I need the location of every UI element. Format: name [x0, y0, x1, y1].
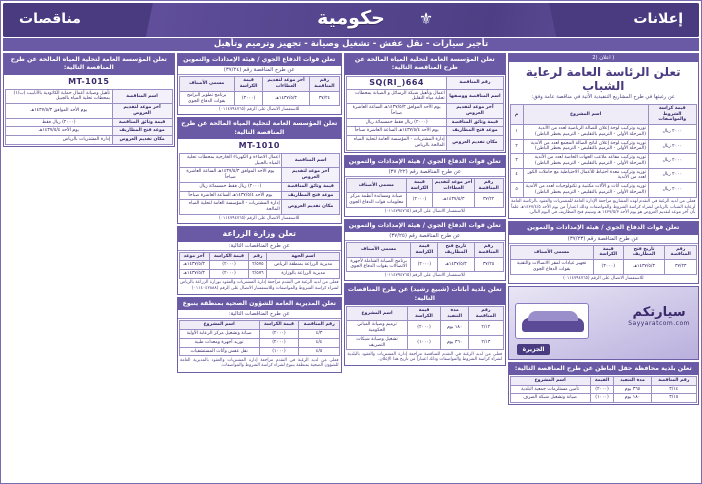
cell-tender-no: ٢/١٢ [469, 321, 503, 335]
th-price: قيمة الكراسة [259, 321, 299, 330]
box-title: تعلن قوات الدفاع الجوي / هيئة الإمدادات والتموين [178, 54, 342, 66]
car-illustration-icon [515, 303, 589, 339]
th-entity: اسم الجهة [267, 252, 340, 261]
column-mid-left [177, 53, 343, 373]
cell-tender-no: ٤/٣ [299, 330, 340, 339]
box-footer: للاستفسار الاتصال على الرقم (٠١١٤٧٩٤٧٦٥) [384, 273, 466, 279]
yanbu-health-table [179, 320, 341, 356]
kv-key: موعد فتح المظاريف [447, 127, 503, 136]
th-tender-no: رقم المناقصة [665, 245, 697, 259]
cell-price: (١٠٠٠) [407, 335, 440, 349]
th-item: مسمى الأصناف [347, 243, 411, 257]
kv-value: اعمال الاضاءة و الكهرباء الخارجية بمحطات تحلية المياه بالجبيل [179, 154, 282, 168]
table-row [347, 89, 504, 103]
th-tender-no: رقم المناقصة [651, 376, 696, 385]
cell-value: (١٠٠٠) [590, 394, 614, 403]
cell-open-date: ١٤٣٧/٥/٣هـ [438, 257, 474, 271]
yanbu-health-box [177, 297, 343, 372]
kv-key: قيمة وثائق المناقصة [112, 118, 172, 127]
cell-project: تشغيل وصيانة شبكات التصريف [347, 335, 408, 349]
cell-entity: مديرية الزراعة بمنطقة الرياض [267, 261, 340, 270]
table-row [179, 91, 340, 105]
box-footer: للاستفسار الاتصال على الرقم (٠١١٤٧٩٤٧٦٥) [563, 275, 644, 281]
national-emblem-icon: ⚜ [418, 9, 434, 28]
table-row [179, 261, 340, 270]
table-row [510, 168, 696, 182]
th-price: قيمة الكراسة [234, 77, 262, 91]
kv-value: (٢٠٠٠) ريال فقط [6, 118, 113, 127]
kv-key: آخر موعد لتقديم العروض [112, 104, 172, 118]
table-row [179, 182, 340, 191]
ad-brand [628, 305, 690, 327]
th-open-date: تاريخ فتح المظاريف [438, 243, 474, 257]
cell-tender-no: ٣٧/٢٢ [474, 193, 503, 207]
table-row [179, 330, 340, 339]
youth-col-price: قيمة كراسة الشروط والمواصفات [648, 105, 696, 125]
table-row [179, 191, 340, 200]
cell-entity: مديرية الزراعة بالوزارة [267, 270, 340, 279]
box-footer: للاستفسار الاتصال على الرقم (٠١١٤٧٩٤٧٦٥) [384, 208, 466, 214]
cell-tender-no: ٣٧/٢٣ [665, 260, 697, 274]
cell-tender-no: ٢/١٣ [469, 335, 503, 349]
kv-value: يوم الأحد ١٤٣٧/٥/٤هـ الساعة العاشرة صباحاً [347, 127, 447, 136]
table-row [510, 260, 696, 274]
ad-publisher-logo: الجزيرة [517, 344, 551, 355]
youth-col-name: اسم المشروع [523, 105, 648, 125]
box-subtitle: عن طرح المناقصة رقم (٣٧/٢٤) [178, 66, 342, 75]
th-no: رقم [249, 252, 267, 261]
cell-price: ٢٠٠٠ ريال [648, 168, 696, 182]
kv-key: رقم المناقصة [447, 76, 503, 89]
th-duration: مدة التنفيذ [441, 306, 469, 320]
table-row [179, 200, 340, 214]
cell-price: ٢٠٠٠ ريال [648, 183, 696, 197]
youth-table [510, 104, 697, 198]
table-row [347, 335, 504, 349]
cell-price: (٢٠٠٠) [209, 270, 249, 279]
th-item: مسمى الأصناف [510, 245, 593, 259]
cell-no: ٤ [510, 168, 523, 182]
table-row [510, 385, 696, 394]
cell-price: (٣٠٠٠) [234, 91, 262, 105]
cell-price: ٢٠٠٠ ريال [648, 139, 696, 153]
table-row [179, 270, 340, 279]
youth-authority-box [508, 53, 699, 219]
table-row [179, 347, 340, 356]
table-row [347, 76, 504, 89]
cell-tender-no: ٣/١٥ [651, 394, 696, 403]
kv-value: تأهيل وصيانة أعمال حماية الكاثودية بالأنابيب (ب/١) بمحطات تحلية المياه بالجبيل [6, 89, 113, 103]
th-tender-no: رقم المناقصة [474, 243, 503, 257]
desalination-box-1 [344, 53, 506, 153]
kv-key: اسم المناقصة ووصفها [447, 89, 503, 103]
cell-price: (٢٠٠٠) [406, 193, 433, 207]
cell-project: تأمين مستلزمات جمعية البلدية [510, 385, 590, 394]
cell-price: (٣٠٠٠) [593, 260, 623, 274]
air-defense-3723-box [508, 221, 699, 283]
ad-brand-main: سيارتكم [632, 304, 686, 320]
desalination-mt1015-table [5, 89, 173, 145]
box-title: تعلن بلدية محافظة حقل الباطن عن طرح المناقصة التالية: [509, 363, 698, 375]
cell-deadline: ١٤٣٧/٥/٣هـ [179, 261, 209, 270]
kv-key: مكان تقديم العروض [112, 136, 172, 145]
table-row [347, 257, 504, 271]
cell-name: توريد وتركيب أثاث و الآلات مكتبية و تكنولوجيات لعدد من الأندية (المرحلة الأولى - الترميم بالتقليص - الترميم بخطر الباطن) [523, 183, 648, 197]
th-deadline: آخر موعد [179, 252, 209, 261]
kv-value: يوم الأحد ١٤٣٧/٥/٤هـ [6, 127, 113, 136]
ad-brand-sub: Sayyaratcom.com [628, 319, 690, 327]
kv-key: اسم المناقصة [112, 89, 172, 103]
cell-open-date: ١٤٣٧/٥/٣هـ [623, 260, 665, 274]
municipality-governorate-box [508, 362, 699, 406]
table-row [6, 136, 173, 145]
cell-no: ١ [510, 125, 523, 139]
th-tender-no: رقم المناقصة [474, 178, 503, 192]
table-row [347, 127, 504, 136]
cell-price: (٢٠٠٠) [407, 321, 440, 335]
cell-price: (٢٠٠٠) [411, 257, 438, 271]
table-row [510, 154, 696, 168]
th-tender-no: رقم المناقصة [469, 306, 503, 320]
cell-duration: ١٨٠ يوم [441, 321, 469, 335]
municipality-hail-box [344, 283, 506, 366]
air-defense-3725-table [346, 242, 504, 272]
cell-item: برنامج الصيانة الشاملة لأجهزة الاتصالات بقوات الدفاع الجوي [347, 257, 411, 271]
cell-duration: ٣٦٥ يوم [614, 385, 651, 394]
th-price: قيمة الكراسة [411, 243, 438, 257]
th-price: قيمة الكراسة [407, 306, 440, 320]
table-row [510, 139, 696, 153]
table-row [179, 154, 340, 168]
air-defense-3722-table [346, 178, 504, 208]
cell-no: ٥ [510, 183, 523, 197]
masthead-right-word: مناقصات [19, 11, 81, 27]
kv-value: يوم الأحد الموافق ١٤٣٧/٥/٣هـ الساعة العاشرة صباحاً [347, 104, 447, 118]
box-title: تعلن قوات الدفاع الجوي / هيئة الإمدادات والتموين [509, 222, 698, 234]
masthead-title: حكومية [317, 7, 385, 29]
youth-badge: ( اعلان (2 [509, 54, 698, 62]
box-subtitle: عن طرح المناقصة رقم (٢٢/ ٣٧) [345, 168, 505, 177]
air-defense-3722-box [344, 155, 506, 217]
cell-project: ترميم وصيانة المباني الحكومية [347, 321, 408, 335]
table-row [347, 136, 504, 150]
cell-price: (٢٠٠٠) [259, 330, 299, 339]
advertisement-banner[interactable] [508, 286, 699, 360]
cell-price: ٢٠٠٠ ريال [648, 154, 696, 168]
th-price: قيمة الكراسة [593, 245, 623, 259]
desalination-mt1015-box [3, 53, 175, 147]
box-title: تعلن قوات الدفاع الجوي / هيئة الإمدادات والتموين [345, 156, 505, 168]
cell-tender-no: ٤/٥ [299, 347, 340, 356]
cell-price: (٢٠٠٠) [209, 261, 249, 270]
column-mid-right [344, 53, 506, 366]
kv-value: يوم الأحد الموافق ١٤٣٧/٥/٣هـ الساعة العاشرة صباحاً [179, 168, 282, 182]
masthead [3, 3, 699, 37]
tender-code: MT-1015 [68, 76, 110, 86]
cell-item: صيانة ومساندة أنظمة مركز معلومات قوات الدفاع الجوي [347, 193, 407, 207]
table-row [179, 168, 340, 182]
cell-tender-no: ٣/١٤ [651, 385, 696, 394]
cell-project: صيانة وتشغيل شبكة الصرف [510, 394, 590, 403]
box-footer: للاستفسار الاتصال على الرقم (٠١١٤٧٩٤٧٦٥) [219, 107, 300, 113]
air-defense-3723-table [510, 245, 697, 275]
table-row [347, 118, 504, 127]
box-title: تعلن قوات الدفاع الجوي / هيئة الإمدادات والتموين [345, 220, 505, 232]
air-defense-3724-table [179, 76, 341, 106]
table-row [347, 193, 504, 207]
kv-value: SQ(RI_)664 [347, 76, 447, 89]
cell-tender-no: ٤/٤ [299, 338, 340, 347]
box-footer: فعلى من لديه الرغبة في التقدم مراجعة إدارة المشتريات والعقود بالمديرية العامة للشؤون الصحية بمنطقة ينبوع لشراء كراسة الشروط والمواصفات. [180, 357, 339, 369]
masthead-left-word: إعلانات [633, 11, 683, 27]
cell-project: صيانة وتشغيل مركز الرعاية الأولية [179, 330, 259, 339]
cell-tender-no: ٣٧/٢٥ [474, 257, 503, 271]
content-grid [3, 53, 699, 405]
kv-key: مكان تقديم العروض [282, 200, 340, 214]
box-subtitle: عن طرح المناقصة رقم (٣٧/٢٥) [345, 232, 505, 241]
th-value: القيمة [590, 376, 614, 385]
cell-tender-no: ٣٧/٢٤ [309, 91, 339, 105]
cell-no: ٣ [510, 154, 523, 168]
kv-key: مكان تقديم العروض [447, 136, 503, 150]
cell-no: ٢/٥٧٦ [249, 270, 267, 279]
cell-price: (٢٠٠٠) [259, 338, 299, 347]
th-deadline: أخر موعد لتقديم العطاءات [263, 77, 309, 91]
cell-name: توريد وتركيب لوحة إعلان لناتج الصالة المجمع لعدد من الأندية (المرحلة الأولى - الترميم بالتقليص - الترميم بخطر الباطن) [523, 139, 648, 153]
th-item: مسمى الأصناف [347, 178, 407, 192]
kv-key: موعد فتح المظاريف [112, 127, 172, 136]
table-row [510, 183, 696, 197]
youth-subtitle: عن رغبتها في طرح المشاريع التنفيذية الآتية في مناقصة عامة وفق: [531, 94, 675, 100]
th-price: قيمة الكراسة [406, 178, 433, 192]
kv-value: يوم الأحد ١٤٣٧/٥/٤هـ الساعة العاشرة صباحاً [179, 191, 282, 200]
kv-value: (٢٠٠٠) ريال فقط خمسمائة ريال [179, 182, 282, 191]
box-title: تعلن بلدية أبانات (شبيع رشيد) عن طرح المناقصات التالية: [345, 284, 505, 305]
youth-note: فعلى من لديه الرغبة في التقدم لهذه المشاريع مراجعة الإدارة العامة للمشتريات والعقود بالرئاسة العامة لرعاية الشباب بالرياض لشراء كراسة الشروط والمواصفات وذلك اعتباراً من يوم الأحد ١٤٣٧/٤/٥هـ علماً بأن آخر موعد لتقديم العروض هو يوم الأحد ١٤٣٧/٥/٣ هـ وسيتم فتح المظاريف في اليوم التالي. [511, 199, 696, 216]
air-defense-3725-box [344, 219, 506, 281]
box-title: تعلن المؤسسة العامة لتحلية المياه المالحة عن طرح المناقصة التالية: [4, 54, 174, 75]
air-defense-3724-box [177, 53, 343, 115]
desalination-1-table [346, 76, 504, 151]
column-right [508, 53, 699, 405]
table-row [6, 104, 173, 118]
cell-price: (١٠٠٠) [259, 347, 299, 356]
cell-no: ٢ [510, 139, 523, 153]
th-item: مسمى الأصناف [179, 77, 234, 91]
table-row [510, 394, 696, 403]
box-title: تعلن المؤسسة العامة لتحلية المياه المالحة عن طرح المناقصة التالية: [178, 118, 342, 139]
kv-key: موعد فتح المظاريف [282, 191, 340, 200]
municipality-hail-table [346, 306, 504, 350]
th-project: اسم المشروع [347, 306, 408, 320]
masthead-subbar: تأجير سيارات - نقل عفش - تشغيل وصيانة - تجهيز وترميم وتأهيل [3, 38, 699, 51]
kv-key: قيمة وثائق المناقصة [282, 182, 340, 191]
kv-value: يوم الأحد الموافق ١٤٣٧/٥/٣هـ [6, 104, 113, 118]
box-subtitle: عن طرح المناقصات التالية: [178, 242, 342, 251]
box-subtitle: عن طرح المناقصات التالية: [178, 310, 342, 319]
kv-value: إدارة المشتريات - المؤسسة العامة لتحلية المياه المالحة [179, 200, 282, 214]
cell-duration: ٣٦٠ يوم [441, 335, 469, 349]
desalination-mt1010-table [179, 153, 341, 215]
cell-deadline: ١٤٣٧/٥/٣هـ [179, 270, 209, 279]
th-tender-no: رقم المناقصة [299, 321, 340, 330]
cell-item: تجهيز عيادات لمقر الاتصالات والتقنية بقوات الدفاع الجوي [510, 260, 593, 274]
box-title: تعلن وزارة الزراعة [178, 227, 342, 242]
kv-key: اسم المناقصة [282, 154, 340, 168]
table-row [179, 338, 340, 347]
table-row [510, 125, 696, 139]
municipality-governorate-table [510, 376, 697, 403]
agriculture-table [179, 252, 341, 279]
box-footer: فعلى من لديه الرغبة في التقدم للمناقصة مراجعة إدارة المشتريات والعقود بالبلدية لشراء كراسة الشروط والمواصفات وذلك اعتباراً من تاريخ هذا الإعلان. [347, 351, 503, 363]
cell-name: توريد وتركيب لوحة إعلان للصالة الرياضية لعدد من الأندية (المرحلة الأولى - الترميم بالتقليص - الترميم بخطر الباطن) [523, 125, 648, 139]
kv-value: (٢٠٠٠) ريال فقط خمسمائة ريال [347, 118, 447, 127]
agriculture-box [177, 226, 343, 295]
cell-project: توريد أجهزة ومعدات طبية [179, 338, 259, 347]
cell-deadline: ١٤٣٧/٥/٣هـ [433, 193, 474, 207]
table-row [6, 89, 173, 103]
box-footer: للاستفسار الاتصال على الرقم (٠١١٤٧٩٤٧٦٥) [219, 215, 300, 221]
kv-value: إدارة المشتريات بالرياض [6, 136, 113, 145]
cell-name: توريد وتركيب مقاعد ملاعب الجهات الخاصة لعدد من الأندية (المرحلة الأولى - الترميم بالتقليص - الترميم بخطر الباطن) [523, 154, 648, 168]
table-row [6, 127, 173, 136]
youth-title: تعلن الرئاسة العامة لرعاية الشباب [525, 65, 681, 93]
cell-name: توريد وتركيب معدة احتياط للأعمال الاحتياطية مع حاملات الكور لعدد من الأندية [523, 168, 648, 182]
kv-key: آخر موعد لتقديم العروض [447, 104, 503, 118]
th-project: اسم المشروع [510, 376, 590, 385]
box-title: تعلن المؤسسة العامة لتحلية المياه المالحة عن طرح المناقصة التالية: [345, 54, 505, 75]
cell-no: ٢/٥٧٥ [249, 261, 267, 270]
table-row [6, 118, 173, 127]
cell-project: نقل عفش وأثاث المستشفيات [179, 347, 259, 356]
box-title: تعلن المديرية العامة للشؤون الصحية بمنطقة ينبوع [178, 298, 342, 310]
kv-key: آخر موعد لتقديم العروض [282, 168, 340, 182]
youth-col-no: م [510, 105, 523, 125]
table-row [347, 321, 504, 335]
th-deadline: أخر موعد لتقديم العطاءات [433, 178, 474, 192]
th-duration: مدة التنفيذ [614, 376, 651, 385]
th-price: قيمة الكراسة [209, 252, 249, 261]
tender-code: MT-1010 [238, 141, 280, 151]
cell-duration: ١٨٠ يوم [614, 394, 651, 403]
cell-value: (٢٠٠٠) [590, 385, 614, 394]
desalination-mt1010-box [177, 117, 343, 224]
cell-price: ٢٠٠٠ ريال [648, 125, 696, 139]
table-row [347, 104, 504, 118]
th-tender-no: رقم المناقصة [309, 77, 339, 91]
kv-value: إدارة المشتريات - المؤسسة العامة لتحلية المياه المالحة بالرياض [347, 136, 447, 150]
youth-table-wrap [509, 103, 698, 218]
box-subtitle: عن طرح المناقصة رقم (٣٧/٢٣) [509, 235, 698, 244]
kv-key: قيمة وثائق المناقصة [447, 118, 503, 127]
column-left [3, 53, 175, 147]
th-project: اسم المشروع [179, 321, 259, 330]
th-open-date: تاريخ فتح المظاريف [623, 245, 665, 259]
cell-item: برنامج تطوير البرامج بقوات الدفاع الجوي [179, 91, 234, 105]
box-footer: فعلى من لديه الرغبة في التقدم مراجعة إدارة المشتريات والعقود بوزارة الزراعة بالرياض لشراء كراسة الشروط والمواصفات وللاستفسار الاتصال على الرقم (٠١١٤٠٤٢٨٨٨) [180, 280, 339, 291]
cell-deadline: ١٤٣٧/٥/٣هـ [263, 91, 309, 105]
kv-value: اعمال وتأهيل شبكة الرسائل و الصيانة بمحطات تحلية مياه التقليل [347, 89, 447, 103]
